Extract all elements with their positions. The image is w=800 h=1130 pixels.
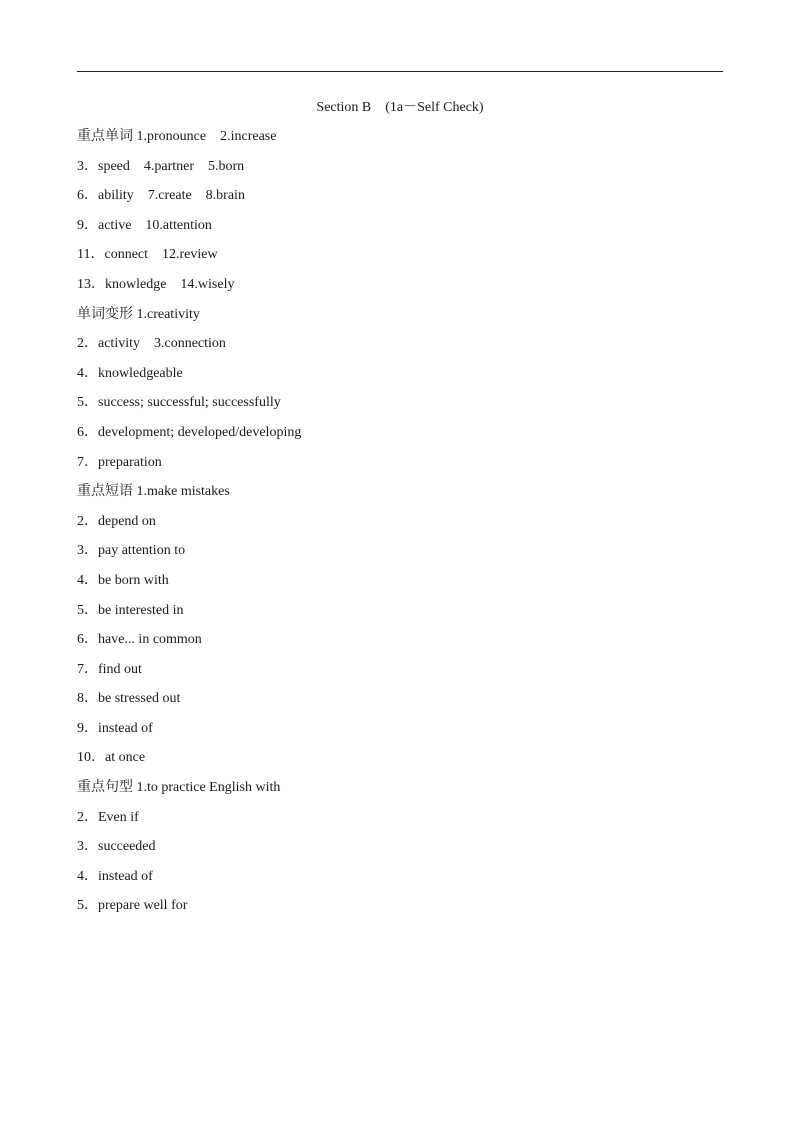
answer-line: 重点单词 1.pronounce 2.increase (77, 129, 277, 144)
answer-line: 3．speed 4.partner 5.born (77, 158, 245, 174)
answer-line: 2．Even if (77, 809, 139, 825)
answer-line: 4．be born with (77, 572, 169, 588)
answer-line: 重点短语 1.make mistakes (77, 484, 230, 500)
section-title: Section B (1a－Self Check) (316, 100, 484, 115)
answer-line: 7．find out (77, 661, 142, 677)
answer-line: 5．prepare well for (77, 898, 188, 914)
answer-line: 7．preparation (77, 454, 162, 470)
answer-line: 10．at once (77, 750, 146, 766)
answer-list (77, 128, 727, 927)
answer-line: 6．have... in common (77, 632, 202, 648)
answer-line: 5．success; successful; successfully (77, 395, 281, 411)
answer-line: 重点句型 1.to practice English with (77, 780, 281, 796)
answer-line: 9．instead of (77, 720, 153, 736)
answer-line: 3．pay attention to (77, 543, 186, 559)
answer-line: 2．activity 3.connection (77, 336, 226, 352)
answer-line: 3．succeeded (77, 839, 156, 855)
answer-line: 4．instead of (77, 868, 153, 884)
answer-line: 6．ability 7.create 8.brain (77, 188, 245, 204)
answer-line: 9．active 10.attention (77, 217, 212, 233)
header-rule (77, 71, 723, 72)
answer-line: 4．knowledgeable (77, 365, 183, 381)
answer-line: 2．depend on (77, 513, 156, 529)
answer-line: 5．be interested in (77, 602, 184, 618)
answer-line: 13．knowledge 14.wisely (77, 276, 235, 292)
answer-line: 8．be stressed out (77, 691, 181, 707)
answer-line: 11．connect 12.review (77, 247, 218, 263)
answer-line: 单词变形 1.creativity (77, 306, 200, 322)
answer-line: 6．development; developed/developing (77, 424, 302, 440)
